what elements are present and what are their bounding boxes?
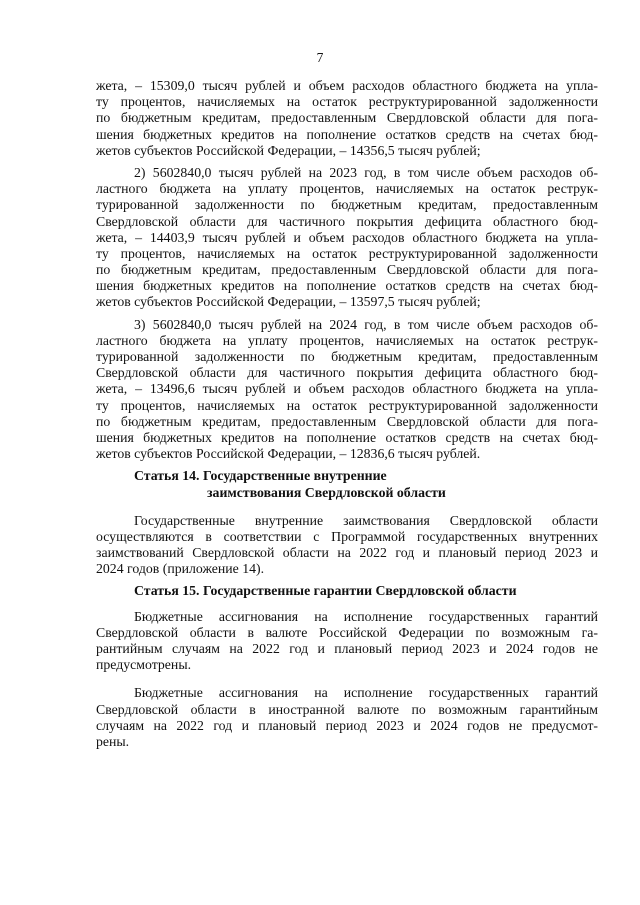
- text-line: по бюджетным кредитам, предоставленным Свердловской области для пога-: [96, 413, 598, 429]
- text-line: рантийным случаям на 2022 год и плановый период 2023 и 2024 годов не: [96, 641, 598, 656]
- text-line: заимствований Свердловской области на 2022 год и плановый период 2023 и: [96, 545, 598, 561]
- text-line: предусмотрены.: [96, 657, 192, 673]
- text-line: Бюджетные ассигнования на исполнение государственных гарантий: [134, 608, 598, 624]
- article-14-paragraph: [96, 513, 598, 578]
- text-line: жета, – 13496,6 тысяч рублей и объем расходов областного бюджета на упла-: [96, 381, 598, 397]
- text-line: шения бюджетных кредитов на пополнение остатков средств на счетах бюд-: [96, 126, 598, 142]
- text-line: Государственные внутренние заимствования Свердловской области: [134, 512, 598, 528]
- article-15-paragraph-2: [96, 685, 598, 750]
- text-line: жета, – 14403,9 тысяч рублей и объем расходов областного бюджета на упла-: [96, 229, 598, 245]
- text-line: Бюджетные ассигнования на исполнение государственных гарантий: [134, 685, 598, 701]
- article-14-heading-line-1: Статья 14. Государственные внутренние: [134, 468, 387, 484]
- article-15-heading: Статья 15. Государственные гарантии Свердловской области: [134, 583, 517, 599]
- text-line: Свердловской области для частичного покрытия дефицита областного бюд-: [96, 213, 598, 229]
- text-line: по бюджетным кредитам, предоставленным Свердловской области для пога-: [96, 262, 598, 278]
- text-line: ту процентов, начисляемых на остаток реструктурированной задолженности: [96, 245, 598, 261]
- text-line: случаям на 2022 год и плановый период 2023 и 2024 годов не предусмот-: [96, 717, 598, 733]
- text-line: осуществляются в соответствии с Программой государственных внутренних: [96, 528, 598, 544]
- text-line: шения бюджетных кредитов на пополнение остатков средств на счетах бюд-: [96, 278, 598, 294]
- text-line: турированной задолженности по бюджетным кредитам, предоставленным: [96, 349, 598, 364]
- text-line: ластного бюджета на уплату процентов, начисляемых на остаток реструк-: [96, 332, 598, 348]
- paragraph-item-3: [96, 317, 598, 463]
- page-number: 7: [316, 50, 324, 65]
- text-line: ластного бюджета на уплату процентов, начисляемых на остаток реструк-: [96, 181, 598, 197]
- text-line: Свердловской области для частичного покрытия дефицита областного бюд-: [96, 365, 598, 381]
- text-line: турированной задолженности по бюджетным кредитам, предоставленным: [96, 197, 598, 213]
- text-line: 2024 годов (приложение 14).: [96, 561, 265, 577]
- paragraph-item-2: [96, 165, 598, 311]
- text-line: жетов субъектов Российской Федерации, – 13597,5 тысяч рублей;: [96, 294, 481, 310]
- text-line: рены.: [96, 733, 130, 749]
- paragraph-item-1-continuation: [96, 78, 598, 159]
- article-14-heading-line-2: заимствования Свердловской области: [207, 484, 446, 500]
- text-line: 2) 5602840,0 тысяч рублей на 2023 год, в том числе объем расходов об-: [134, 164, 598, 180]
- text-line: жетов субъектов Российской Федерации, – 12836,6 тысяч рублей.: [96, 446, 481, 462]
- text-line: жетов субъектов Российской Федерации, – 14356,5 тысяч рублей;: [96, 142, 481, 158]
- article-15-paragraph-1: [96, 609, 598, 674]
- text-line: шения бюджетных кредитов на пополнение остатков средств на счетах бюд-: [96, 429, 598, 445]
- document-body: [96, 78, 598, 756]
- text-line: Свердловской области в иностранной валюте по возможным гарантийным: [96, 701, 598, 717]
- text-line: по бюджетным кредитам, предоставленным Свердловской области для пога-: [96, 110, 598, 126]
- text-line: ту процентов, начисляемых на остаток реструктурированной задолженности: [96, 94, 598, 110]
- text-line: ту процентов, начисляемых на остаток реструктурированной задолженности: [96, 397, 598, 413]
- text-line: 3) 5602840,0 тысяч рублей на 2024 год, в том числе объем расходов об-: [134, 316, 598, 332]
- text-line: Свердловской области в валюте Российской Федерации по возможным га-: [96, 624, 598, 640]
- text-line: жета, – 15309,0 тысяч рублей и объем расходов областного бюджета на упла-: [96, 78, 598, 93]
